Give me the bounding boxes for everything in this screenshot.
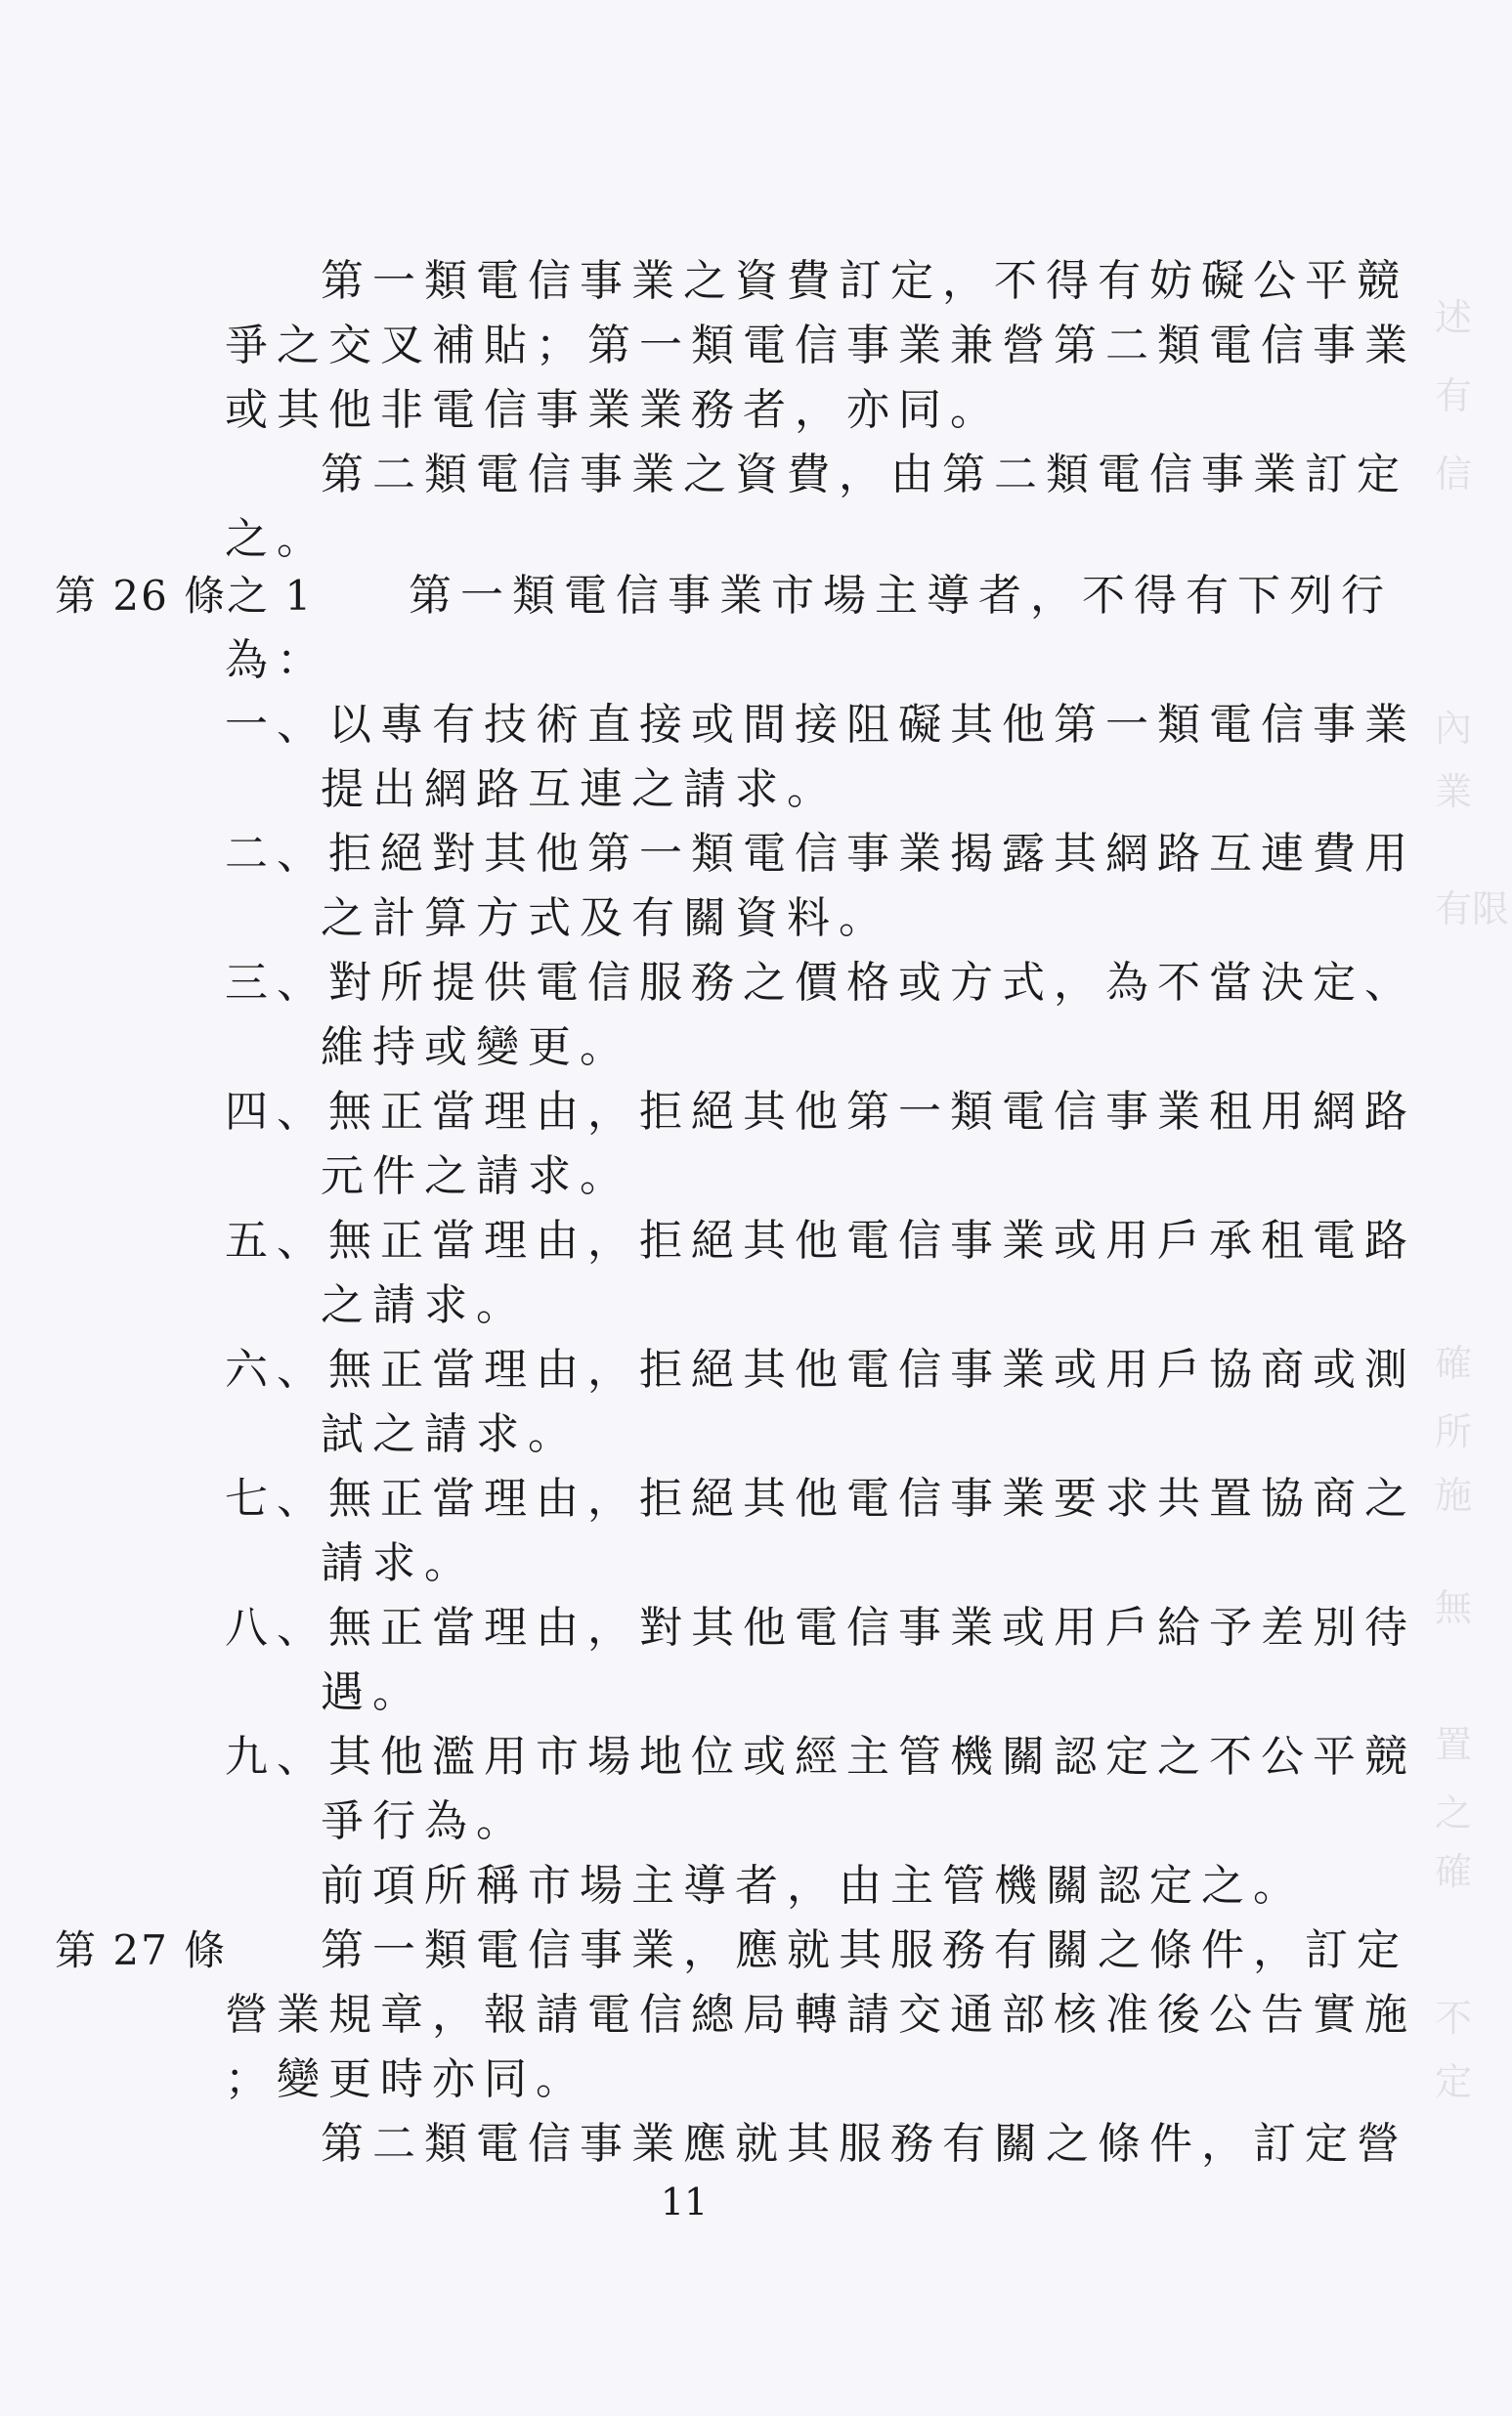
article-label-27: 第 27 條 [55,1926,228,1974]
item-text: 對所提供電信服務之價格或方式，為不當決定、 [328,958,1416,1008]
text-line: 前項所稱市場主導者，由主管機關認定之。 [321,1861,1305,1911]
bleed-through-mark: 信 [1435,453,1473,496]
text-line: 之請求。 [321,1280,528,1330]
list-item [225,696,1416,755]
item-marker: 四、 [225,1087,328,1137]
article-label-26-1: 第 26 條之 1 [55,572,314,620]
bleed-through-mark: 內 [1435,707,1473,750]
bleed-through-mark: 述 [1435,296,1473,339]
text-line: 第二類電信事業應就其服務有關之條件，訂定營 [321,2119,1408,2169]
list-item [225,954,1416,1013]
bleed-through-mark: 之 [1435,1791,1473,1834]
item-text: 無正當理由，拒絕其他電信事業或用戶承租電路 [328,1216,1416,1266]
item-marker: 七、 [225,1474,328,1524]
text-line: 第一類電信事業市場主導者，不得有下列行 [409,571,1393,621]
text-line: 提出網路互連之請求。 [321,764,839,814]
page-number: 11 [660,2180,709,2223]
bleed-through-mark: 確 [1435,1342,1473,1385]
text-line: 爭行為。 [321,1796,528,1846]
text-line: 為： [225,635,328,685]
item-text: 拒絕對其他第一類電信事業揭露其網路互連費用 [328,829,1416,879]
text-line: 之計算方式及有關資料。 [321,893,890,943]
item-marker: 五、 [225,1216,328,1266]
text-line: 或其他非電信事業業務者，亦同。 [225,385,1002,435]
item-text: 其他濫用市場地位或經主管機關認定之不公平競 [328,1732,1416,1782]
list-item [225,1341,1416,1400]
bleed-through-mark: 有限 [1435,887,1510,930]
bleed-through-mark: 所 [1435,1410,1473,1453]
list-item [225,1083,1416,1142]
bleed-through-mark: 置 [1435,1723,1473,1766]
text-line: 維持或變更。 [321,1022,631,1072]
item-marker: 一、 [225,700,328,750]
item-marker: 三、 [225,958,328,1008]
bleed-through-mark: 無 [1435,1586,1473,1629]
list-item [225,1728,1416,1787]
item-marker: 八、 [225,1603,328,1653]
text-line: 之。 [225,514,328,564]
text-line: 第一類電信事業，應就其服務有關之條件，訂定 [321,1925,1408,1975]
item-text: 無正當理由，拒絕其他電信事業或用戶協商或測 [328,1345,1416,1395]
bleed-through-mark: 確 [1435,1850,1473,1893]
list-item [225,1599,1416,1658]
bleed-through-mark: 有 [1435,374,1473,417]
item-marker: 六、 [225,1345,328,1395]
text-line: 試之請求。 [321,1409,580,1459]
item-text: 無正當理由，拒絕其他電信事業要求共置協商之 [328,1474,1416,1524]
text-line: 遇。 [321,1667,424,1717]
text-line: 爭之交叉補貼；第一類電信事業兼營第二類電信事業 [225,321,1416,370]
item-marker: 九、 [225,1732,328,1782]
bleed-through-mark: 不 [1435,1997,1473,2040]
item-marker: 二、 [225,829,328,879]
item-text: 以專有技術直接或間接阻礙其他第一類電信事業 [328,700,1416,750]
text-line: 第二類電信事業之資費，由第二類電信事業訂定 [321,450,1408,499]
list-item [225,1212,1416,1271]
bleed-through-mark: 業 [1435,770,1473,813]
text-line: ；變更時亦同。 [225,2054,587,2104]
text-line: 第一類電信事業之資費訂定，不得有妨礙公平競 [321,256,1408,306]
text-line: 營業規章，報請電信總局轉請交通部核准後公告實施 [225,1990,1416,2040]
item-text: 無正當理由，拒絕其他第一類電信事業租用網路 [328,1087,1416,1137]
bleed-through-mark: 施 [1435,1474,1473,1517]
list-item [225,1470,1416,1529]
text-line: 元件之請求。 [321,1151,631,1201]
item-text: 無正當理由，對其他電信事業或用戶給予差別待 [328,1603,1416,1653]
text-line: 請求。 [321,1538,476,1588]
list-item [225,825,1416,884]
bleed-through-mark: 定 [1435,2060,1473,2103]
